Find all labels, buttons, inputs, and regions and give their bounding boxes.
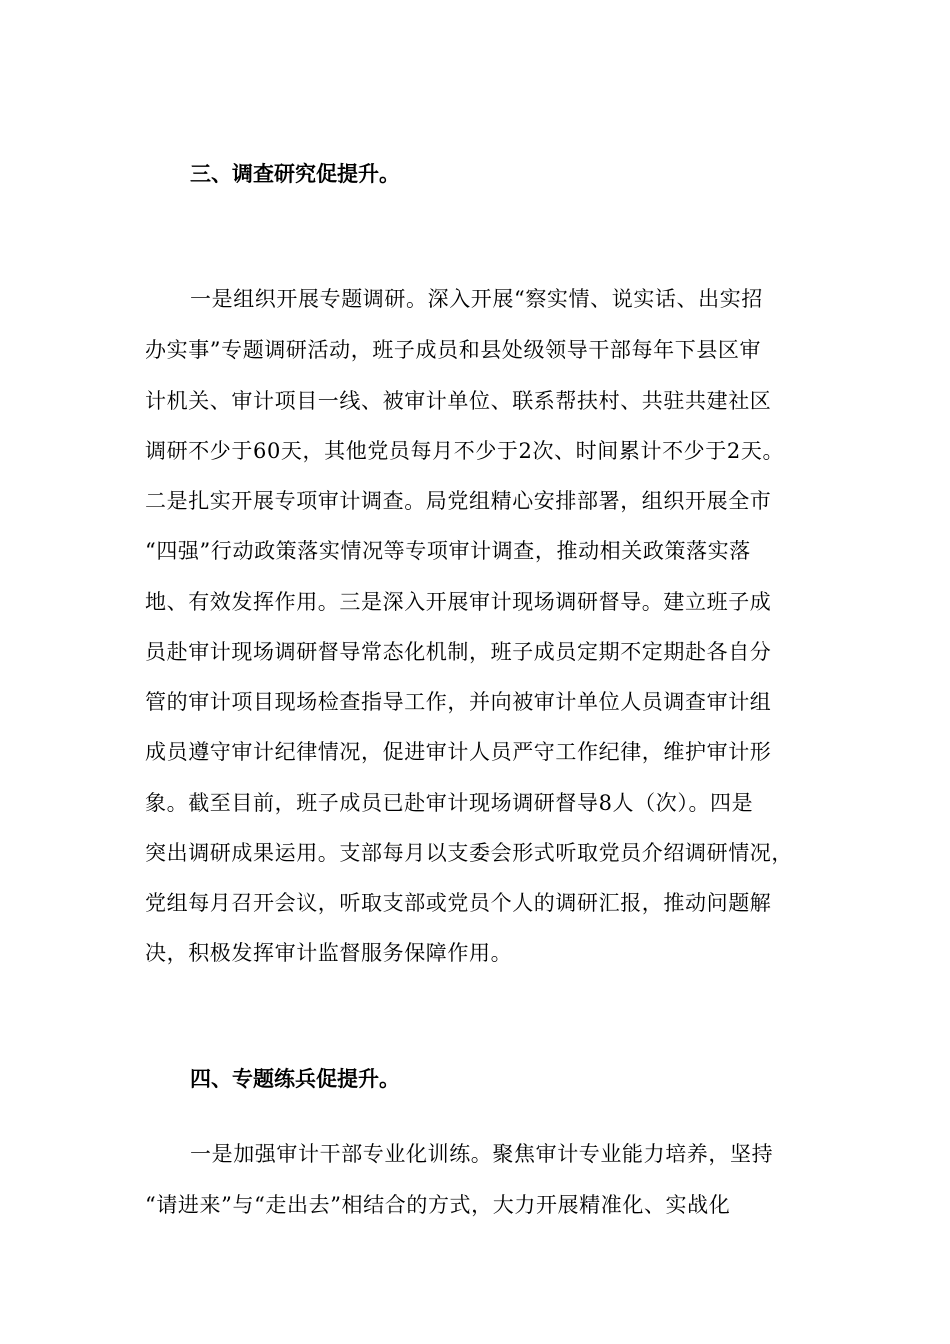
section-4-heading: 四、专题练兵促提升。 — [190, 1067, 400, 1091]
paragraph-line: 党组每月召开会议，听取支部或党员个人的调研汇报，推动问题解 — [145, 891, 772, 915]
paragraph-line: 计机关、审计项目一线、被审计单位、联系帮扶村、共驻共建社区 — [145, 389, 772, 413]
paragraph-line: 突出调研成果运用。支部每月以支委会形式听取党员介绍调研情况， — [145, 841, 793, 865]
paragraph-line: 办实事”专题调研活动，班子成员和县处级领导干部每年下县区审 — [145, 338, 762, 362]
paragraph-line: “请进来”与“走出去”相结合的方式，大力开展精准化、实战化 — [145, 1193, 731, 1217]
section-3-heading: 三、调查研究促提升。 — [190, 162, 400, 186]
paragraph-line: “四强”行动政策落实情况等专项审计调查，推动相关政策落实落 — [145, 539, 751, 563]
paragraph-line: 调研不少于60天，其他党员每月不少于2次、时间累计不少于2天。 — [145, 439, 785, 463]
paragraph-line: 象。截至目前，班子成员已赴审计现场调研督导8人（次）。四是 — [145, 791, 754, 815]
paragraph-line: 管的审计项目现场检查指导工作，并向被审计单位人员调查审计组 — [145, 690, 772, 714]
paragraph-line: 一是加强审计干部专业化训练。聚焦审计专业能力培养，坚持 — [190, 1142, 774, 1166]
paragraph-line: 一是组织开展专题调研。深入开展“察实情、说实话、出实招 — [190, 287, 763, 311]
paragraph-line: 员赴审计现场调研督导常态化机制，班子成员定期不定期赴各自分 — [145, 640, 772, 664]
paragraph-line: 决，积极发挥审计监督服务保障作用。 — [145, 941, 513, 965]
paragraph-line: 地、有效发挥作用。三是深入开展审计现场调研督导。建立班子成 — [145, 590, 772, 614]
paragraph-line: 成员遵守审计纪律情况，促进审计人员严守工作纪律，维护审计形 — [145, 740, 772, 764]
paragraph-line: 二是扎实开展专项审计调查。局党组精心安排部署，组织开展全市 — [145, 489, 772, 513]
